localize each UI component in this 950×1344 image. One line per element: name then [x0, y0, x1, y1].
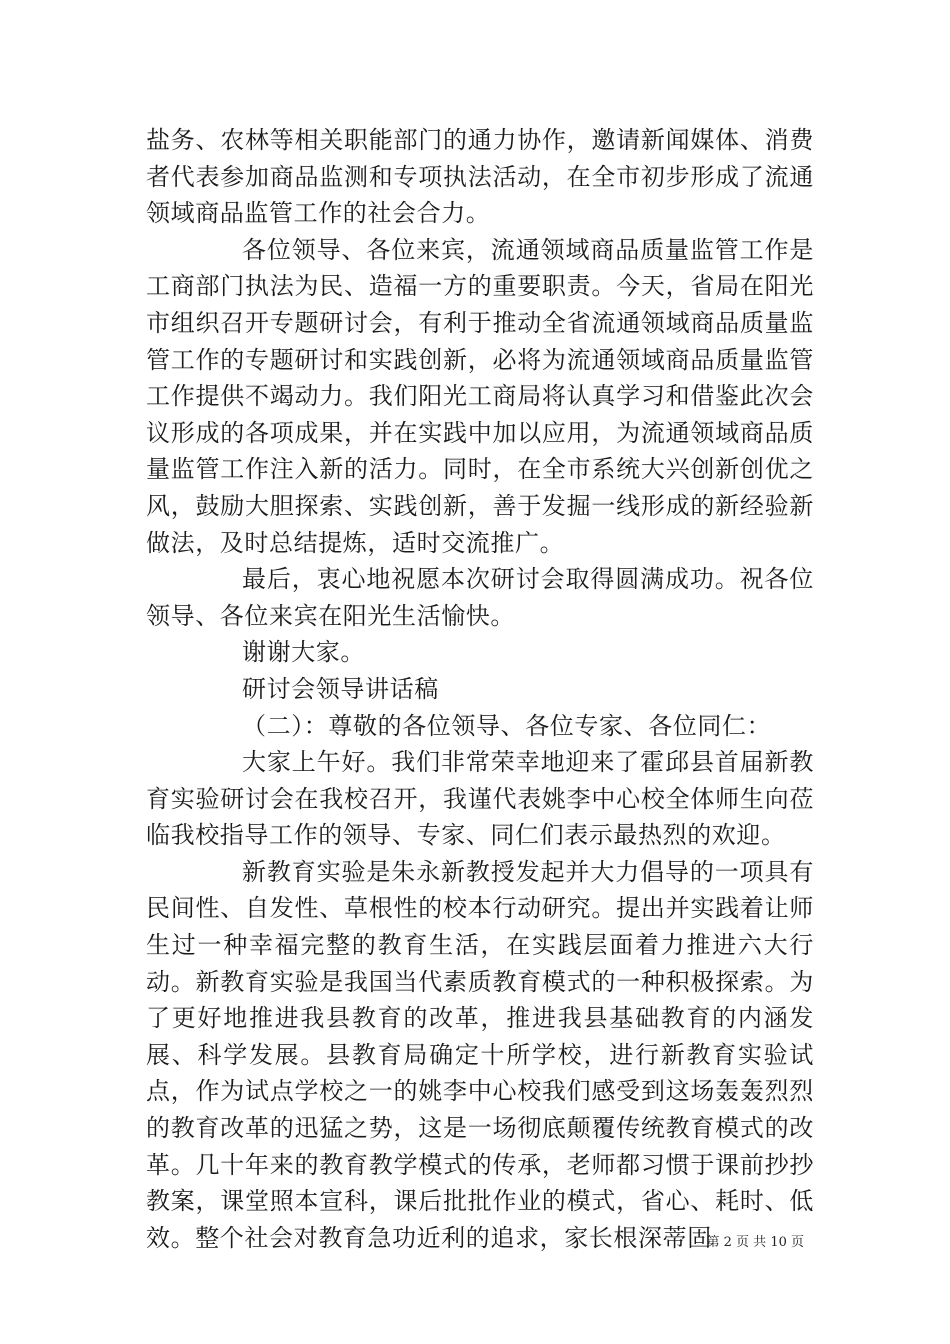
paragraph-salutation: （二）：尊敬的各位领导、各位专家、各位同仁： — [242, 711, 772, 740]
paragraph-closing-wishes: 最后，衷心地祝愿本次研讨会取得圆满成功。祝各位领导、各位来宾在阳光生活愉快。 — [146, 565, 814, 630]
paragraph-continuation: 盐务、农林等相关职能部门的通力协作，邀请新闻媒体、消费者代表参加商品监测和专项执法活动，在全市初步形成了流通领域商品监管工作的社会合力。 — [146, 126, 814, 228]
paragraph-thanks: 谢谢大家。 — [242, 638, 365, 667]
document-body — [146, 122, 814, 1256]
page-number-footer: 第 2 页 共 10 页 — [706, 1235, 804, 1250]
paragraph-supervision: 各位领导、各位来宾，流通领域商品质量监管工作是工商部门执法为民、造福一方的重要职责。今天，省局在阳光市组织召开专题研讨会，有利于推动全省流通领域商品质量监管工作的专题研讨和实践创新，必将为流通领域商品质量监管工作提供不竭动力。我们阳光工商局将认真学习和借鉴此次会议形成的各项成果，并在实践中加以应用，为流通领域商品质量监管工作注入新的活力。同时，在全市系统大兴创新创优之风，鼓励大胆探索、实践创新，善于发掘一线形成的新经验新做法，及时总结提炼，适时交流推广。 — [146, 235, 814, 557]
section-title: 研讨会领导讲话稿 — [242, 674, 439, 703]
paragraph-welcome: 大家上午好。我们非常荣幸地迎来了霍邱县首届新教育实验研讨会在我校召开，我谨代表姚李中心校全体师生向莅临我校指导工作的领导、专家、同仁们表示最热烈的欢迎。 — [146, 748, 814, 850]
paragraph-new-education: 新教育实验是朱永新教授发起并大力倡导的一项具有民间性、自发性、草根性的校本行动研究。提出并实践着让师生过一种幸福完整的教育生活，在实践层面着力推进六大行动。新教育实验是我国当代素质教育模式的一种积极探索。为了更好地推进我县教育的改革，推进我县基础教育的内涵发展、科学发展。县教育局确定十所学校，进行新教育实验试点，作为试点学校之一的姚李中心校我们感受到这场轰轰烈烈的教育改革的迅猛之势，这是一场彻底颠覆传统教育模式的改革。几十年来的教育教学模式的传承，老师都习惯于课前抄抄教案，课堂照本宣科，课后批批作业的模式，省心、耗时、低效。整个社会对教育急功近利的追求，家长根深蒂固 — [146, 857, 814, 1252]
